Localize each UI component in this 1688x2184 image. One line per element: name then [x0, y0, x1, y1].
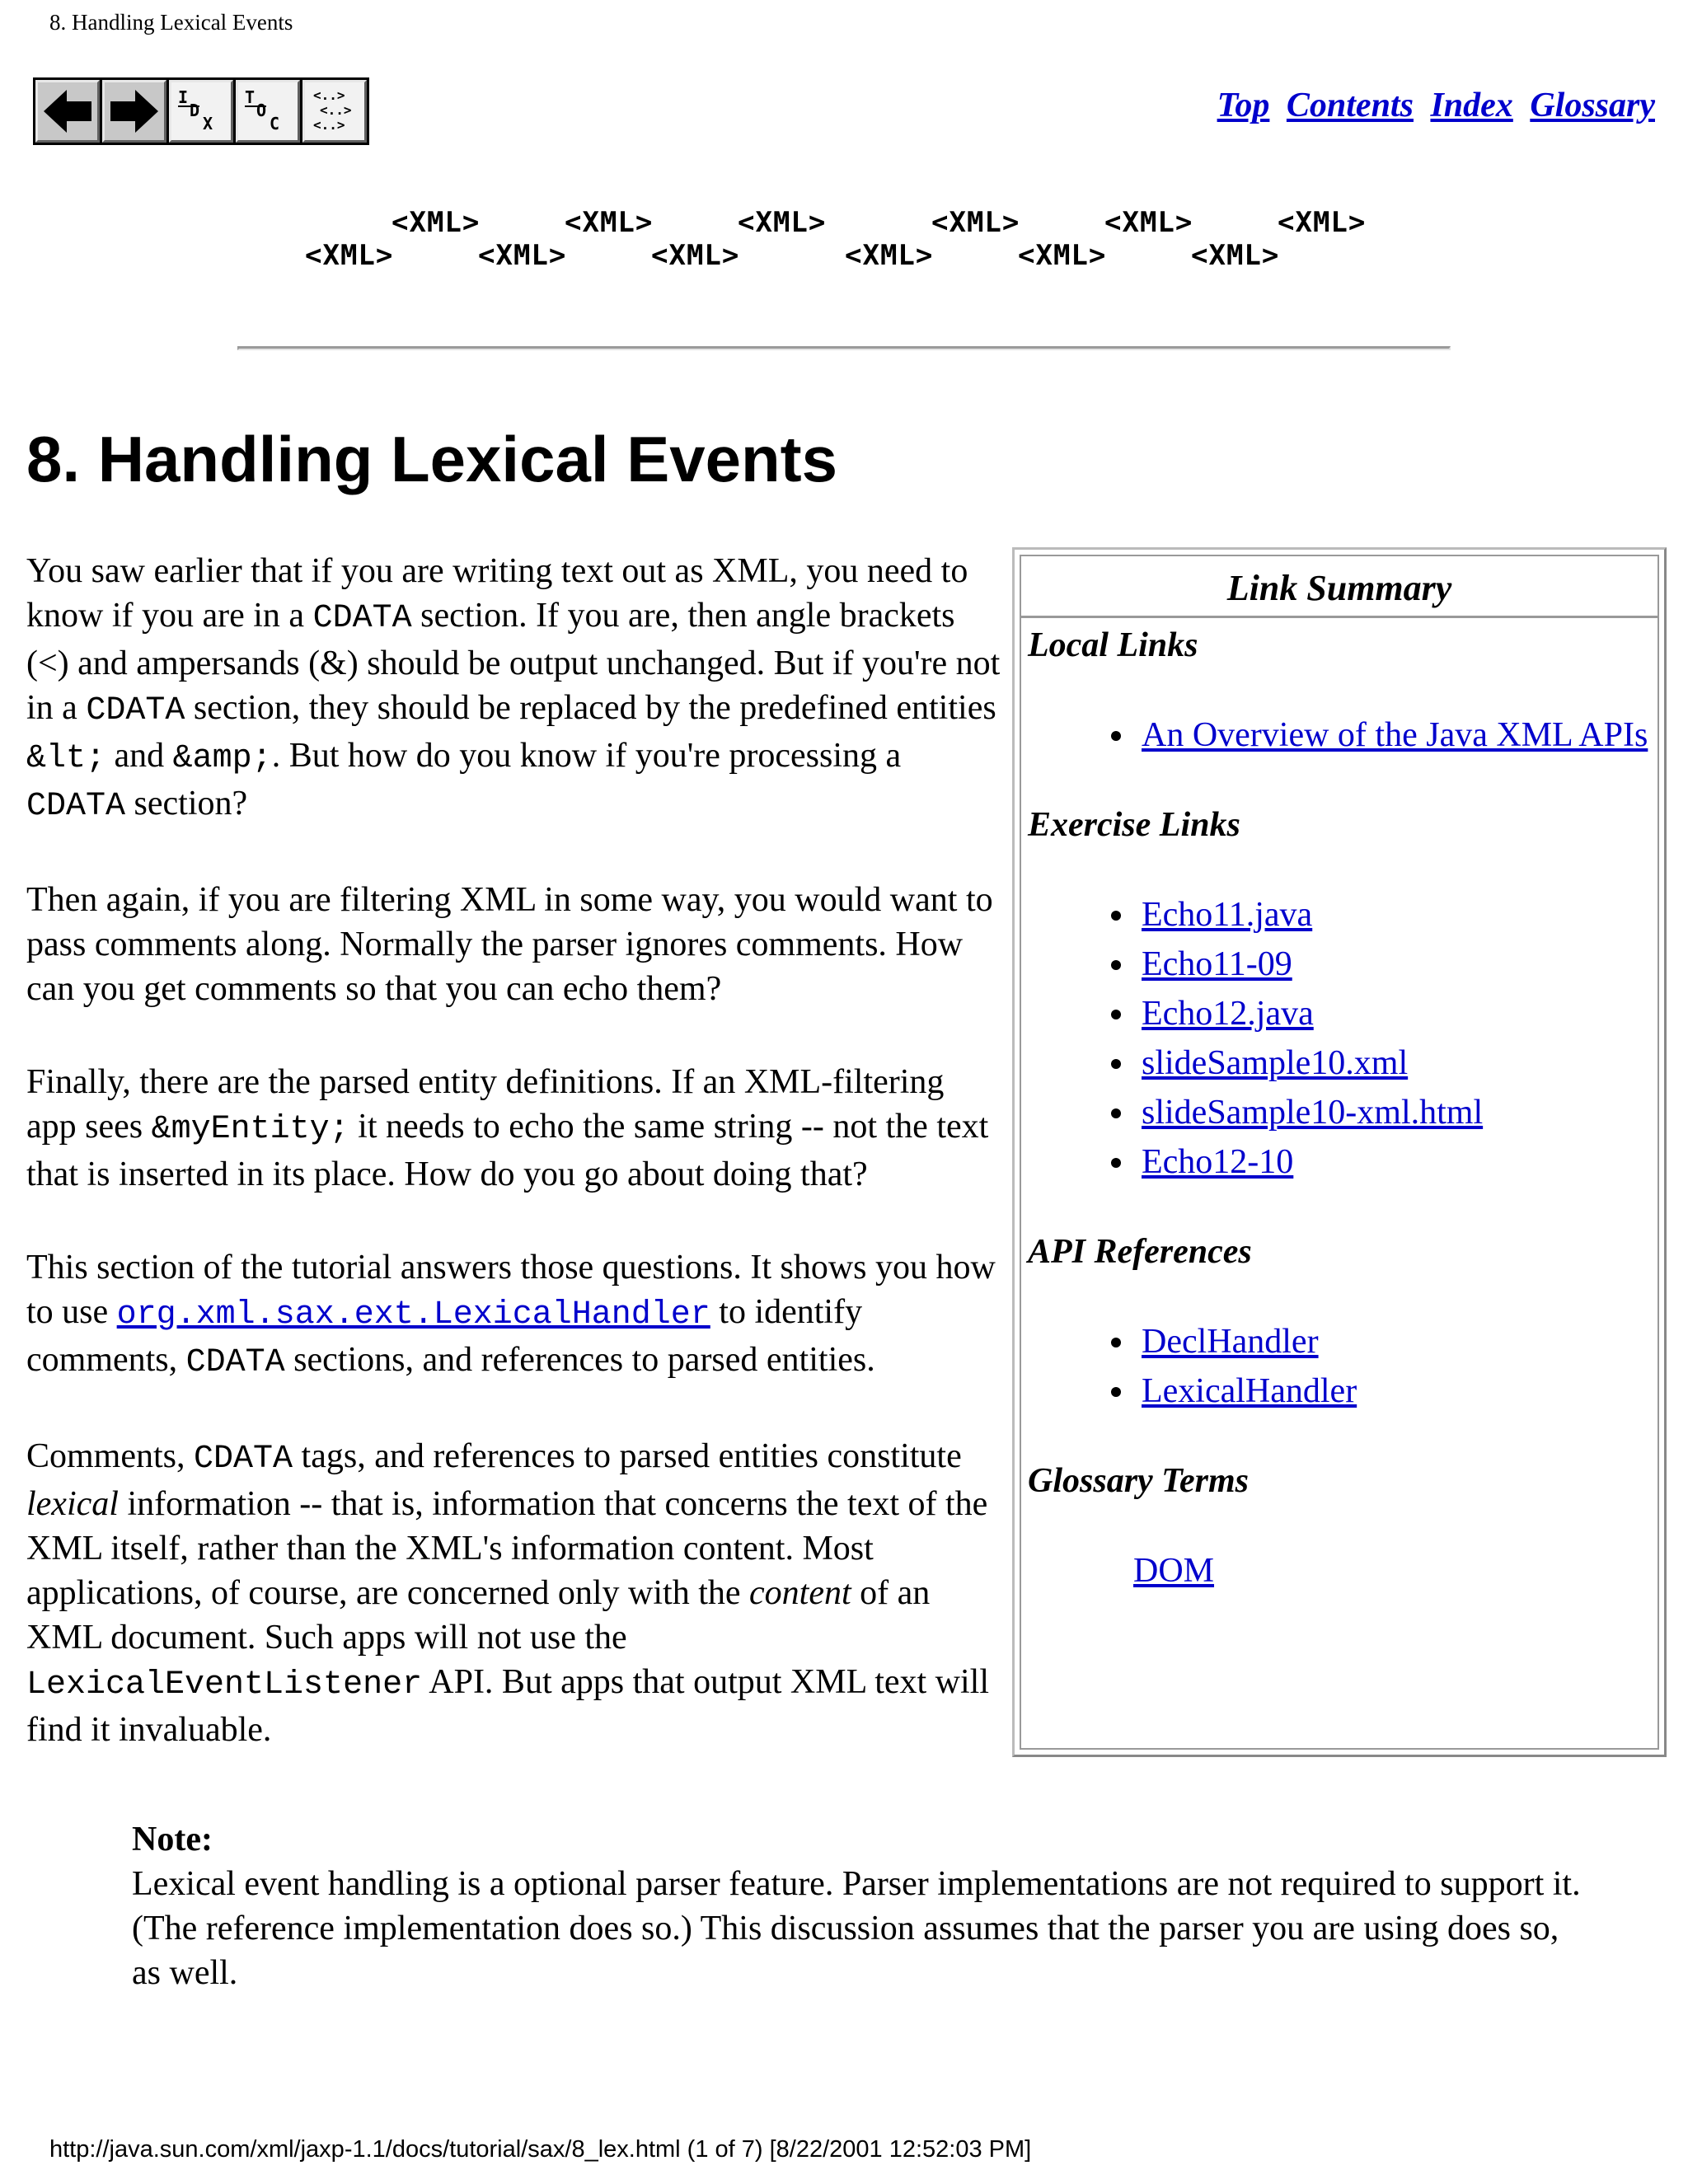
exercise-link[interactable]: slideSample10-xml.html — [1142, 1094, 1484, 1132]
link-summary-box — [1012, 547, 1667, 1757]
page-title: 8. Handling Lexical Events — [26, 423, 837, 495]
list-item — [1137, 890, 1658, 940]
xml-banner-tag: <XML> — [1104, 206, 1193, 239]
previous-page-button[interactable] — [35, 80, 100, 143]
note-block — [132, 1801, 1582, 1995]
paragraph-1: You saw earlier that if you are writing text out as XML, you need to know if you are in a CDATA section. If you are, then angle brackets (<) and ampersands (&) should be output unchanged. But if you're not in a CDATA section, they should be replaced by the predefined entities &lt; and &amp;. But how do you know if you're processing a CDATA section? — [26, 552, 1001, 825]
list-item — [1137, 1317, 1658, 1366]
xml-banner-tag: <XML> — [1278, 206, 1367, 239]
list-item — [1137, 1137, 1658, 1187]
list-item — [1137, 1088, 1658, 1137]
exercise-link[interactable]: Echo11-09 — [1142, 945, 1292, 983]
local-links-heading: Local Links — [1028, 626, 1198, 664]
local-links-list — [1028, 710, 1658, 760]
left-arrow-icon — [42, 88, 93, 134]
note-label: Note: — [132, 1821, 213, 1858]
right-arrow-icon — [109, 88, 160, 134]
glossary-link[interactable]: Glossary — [1530, 87, 1655, 124]
toc-icon — [241, 85, 294, 138]
xml-banner-tag: <XML> — [651, 239, 740, 272]
nav-button-bar — [33, 77, 369, 145]
contents-link[interactable]: Contents — [1286, 87, 1414, 124]
exercise-link[interactable]: Echo12-10 — [1142, 1143, 1294, 1181]
xml-tags-icon — [308, 85, 361, 138]
glossary-terms-heading: Glossary Terms — [1028, 1462, 1249, 1500]
svg-text:<..>: <..> — [313, 87, 345, 103]
xml-banner-tag: <XML> — [931, 206, 1020, 239]
page-footer-url: http://java.sun.com/xml/jaxp-1.1/docs/tutorial/sax/8_lex.html (1 of 7) [8/22/2001 12:52:03 PM] — [49, 2136, 1032, 2163]
link-summary-title: Link Summary — [1021, 556, 1658, 618]
xml-banner-tag: <XML> — [478, 239, 567, 272]
horizontal-rule — [237, 346, 1451, 350]
xml-banner-tag: <XML> — [392, 206, 481, 239]
exercise-link[interactable]: Echo12.java — [1142, 995, 1314, 1033]
list-item — [1137, 710, 1658, 760]
paragraph-4: This section of the tutorial answers those questions. It shows you how to use org.xml.sax.ext.LexicalHandler to identify comments, CDATA sections, and references to parsed entities. — [26, 1249, 996, 1381]
paragraph-5: Comments, CDATA tags, and references to parsed entities constitute lexical information -- that is, information that concerns the text of the XML itself, rather than the XML's information content. Most applications, of course, are concerned only with the content of an XML document. Such apps will not use the LexicalEventListener API. But apps that output XML text will find it invaluable. — [26, 1437, 990, 1749]
svg-text:<..>: <..> — [320, 102, 352, 118]
list-item — [1137, 1366, 1658, 1416]
paragraph-2: Then again, if you are filtering XML in some way, you would want to pass comments along. Normally the parser ignores comments. How can you get comments so that you can echo them? — [26, 881, 993, 1008]
lexical-handler-api-link[interactable]: org.xml.sax.ext.LexicalHandler — [116, 1296, 710, 1333]
index-button[interactable] — [169, 80, 233, 143]
paragraph-3: Finally, there are the parsed entity definitions. If an XML-filtering app sees &myEntity; it needs to echo the same string -- not the text that is inserted in its place. How do you go about doing that? — [26, 1063, 989, 1193]
svg-text:O: O — [256, 101, 267, 120]
glossary-terms-list — [1133, 1546, 1658, 1596]
xml-banner-tag: <XML> — [1191, 239, 1280, 272]
overview-link[interactable]: An Overview of the Java XML APIs — [1142, 716, 1648, 754]
exercise-link[interactable]: slideSample10.xml — [1142, 1044, 1409, 1082]
api-links-list — [1028, 1317, 1658, 1416]
api-link[interactable]: LexicalHandler — [1142, 1372, 1357, 1410]
svg-text:T: T — [245, 87, 256, 107]
next-page-button[interactable] — [102, 80, 166, 143]
running-header: 8. Handling Lexical Events — [49, 10, 293, 35]
svg-text:I: I — [178, 87, 189, 107]
top-links — [1209, 86, 1655, 125]
svg-text:C: C — [270, 114, 280, 134]
list-item — [1137, 1038, 1658, 1088]
svg-text:X: X — [203, 114, 213, 134]
list-item — [1137, 940, 1658, 989]
svg-text:D: D — [190, 101, 200, 120]
xml-banner-tag: <XML> — [565, 206, 654, 239]
xml-banner-tag: <XML> — [738, 206, 827, 239]
api-link[interactable]: DeclHandler — [1142, 1323, 1319, 1361]
xml-banner-tag: <XML> — [1018, 239, 1107, 272]
exercise-link[interactable]: Echo11.java — [1142, 896, 1313, 934]
main-content — [26, 549, 1667, 1995]
list-item — [1137, 989, 1658, 1038]
toc-button[interactable] — [236, 80, 300, 143]
exercise-links-heading: Exercise Links — [1028, 806, 1240, 844]
xml-banner — [305, 206, 1418, 280]
top-link[interactable]: Top — [1217, 87, 1270, 124]
xml-tags-button[interactable] — [302, 80, 367, 143]
xml-banner-tag: <XML> — [305, 239, 394, 272]
note-text: Lexical event handling is a optional parser feature. Parser implementations are not required to support it. (The reference implementation does so.) This discussion assumes that the parser you are using does so, as well. — [132, 1865, 1581, 1992]
xml-banner-tag: <XML> — [845, 239, 934, 272]
index-icon — [175, 85, 227, 138]
glossary-term-link[interactable]: DOM — [1133, 1552, 1215, 1590]
svg-text:<..>: <..> — [313, 117, 345, 133]
index-link[interactable]: Index — [1430, 87, 1513, 124]
api-references-heading: API References — [1028, 1233, 1252, 1271]
exercise-links-list — [1028, 890, 1658, 1187]
